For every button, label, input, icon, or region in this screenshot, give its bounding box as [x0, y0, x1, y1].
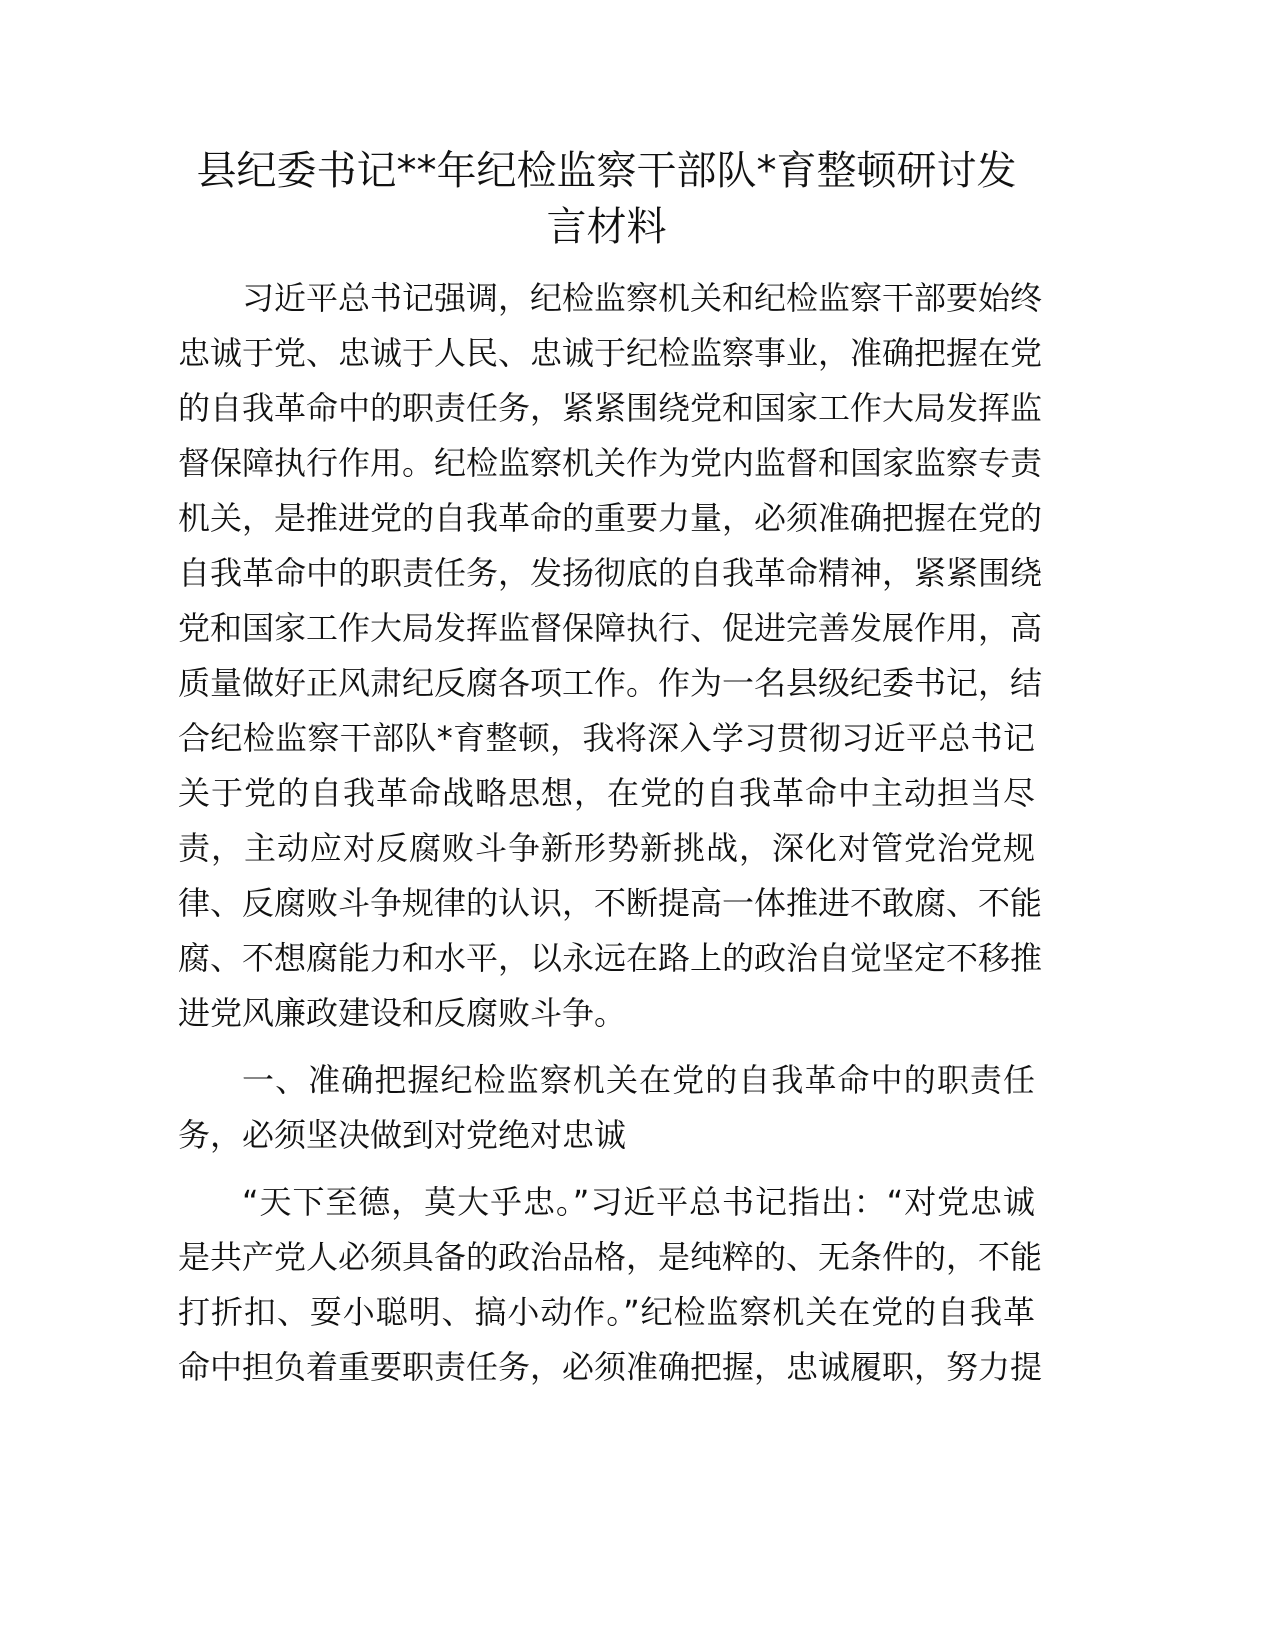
text-line: 腐、不想腐能力和水平，以永远在路上的政治自觉坚定不移推: [178, 939, 1043, 977]
document-body: [178, 271, 1043, 1407]
text-line: “天下至德，莫大乎忠。”习近平总书记指出：“对党忠诚: [242, 1183, 1035, 1221]
paragraph: [178, 1175, 1043, 1395]
text-line: 关于党的自我革命战略思想，在党的自我革命中主动担当尽: [178, 774, 1035, 812]
text-line: 的自我革命中的职责任务，紧紧围绕党和国家工作大局发挥监: [178, 389, 1043, 427]
title-line: 县纪委书记**年纪检监察干部队*育整顿研讨发: [196, 148, 1017, 194]
text-line: 一、准确把握纪检监察机关在党的自我革命中的职责任: [242, 1061, 1035, 1099]
text-line: 责，主动应对反腐败斗争新形势新挑战，深化对管党治党规: [178, 829, 1035, 867]
section-heading: [178, 1053, 1035, 1163]
text-line: 忠诚于党、忠诚于人民、忠诚于纪检监察事业，准确把握在党: [178, 334, 1043, 372]
text-line: 合纪检监察干部队*育整顿，我将深入学习贯彻习近平总书记: [178, 719, 1035, 757]
paragraph: [178, 271, 1043, 1041]
text-line: 命中担负着重要职责任务，必须准确把握，忠诚履职，努力提: [178, 1348, 1043, 1386]
title-line: 言材料: [546, 204, 667, 250]
text-line: 是共产党人必须具备的政治品格，是纯粹的、无条件的，不能: [178, 1238, 1043, 1276]
text-line: 督保障执行作用。纪检监察机关作为党内监督和国家监察专责: [178, 444, 1043, 482]
text-line: 进党风廉政建设和反腐败斗争。: [178, 994, 627, 1032]
document-title: [178, 143, 1035, 255]
text-line: 律、反腐败斗争规律的认识，不断提高一体推进不敢腐、不能: [178, 884, 1043, 922]
text-line: 习近平总书记强调，纪检监察机关和纪检监察干部要始终: [242, 279, 1043, 317]
text-line: 务，必须坚决做到对党绝对忠诚: [178, 1116, 627, 1154]
text-line: 自我革命中的职责任务，发扬彻底的自我革命精神，紧紧围绕: [178, 554, 1043, 592]
text-line: 机关，是推进党的自我革命的重要力量，必须准确把握在党的: [178, 499, 1043, 537]
text-line: 质量做好正风肃纪反腐各项工作。作为一名县级纪委书记，结: [178, 664, 1043, 702]
text-line: 党和国家工作大局发挥监督保障执行、促进完善发展作用，高: [178, 609, 1043, 647]
text-line: 打折扣、耍小聪明、搞小动作。”纪检监察机关在党的自我革: [178, 1293, 1035, 1331]
